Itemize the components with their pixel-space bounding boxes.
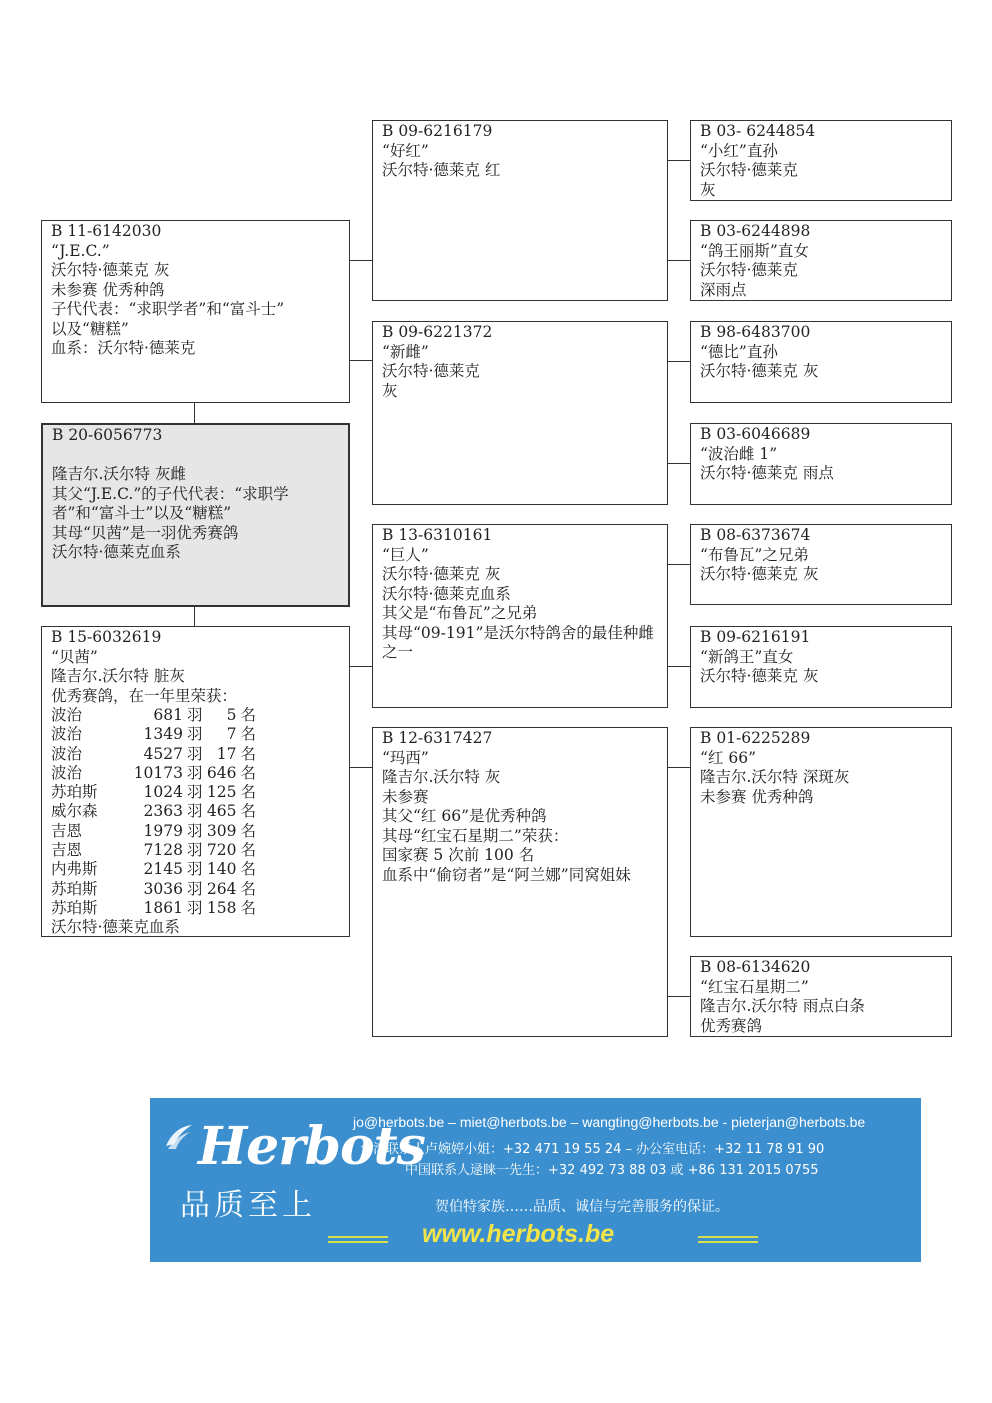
connector — [667, 463, 690, 464]
connector — [194, 402, 195, 423]
great-grandparent-box — [690, 423, 952, 505]
pigeon-name: “巨人” — [382, 545, 429, 564]
bird-unit: 羽 — [187, 783, 203, 802]
connector — [667, 160, 690, 161]
race-result-row — [51, 764, 256, 783]
info-line: 沃尔特·德莱克 红 — [382, 161, 501, 179]
info-line: 以及“糖糕” — [51, 319, 129, 338]
contact-taiwan: 台湾联系人卢婉婷小姐：+32 471 19 55 24 – 办公室电话：+32 11 78 91 90 — [360, 1142, 825, 1157]
contact-emails: jo@herbots.be – miet@herbots.be – wangting@herbots.be - pieterjan@herbots.be — [353, 1114, 866, 1130]
decorative-line — [328, 1241, 388, 1243]
info-line: 灰 — [700, 180, 716, 199]
race-result-row — [51, 822, 256, 841]
bird-unit: 羽 — [187, 898, 203, 917]
info-line: 沃尔特·德莱克血系 — [52, 543, 181, 561]
info-line: 灰 — [382, 381, 398, 400]
website-link[interactable]: www.herbots.be — [422, 1220, 615, 1248]
bird-unit: 羽 — [187, 802, 203, 821]
race-location: 苏珀斯 — [51, 898, 98, 917]
info-line — [52, 446, 339, 466]
ring-number: B 03-6244898 — [700, 222, 811, 240]
info-line: 沃尔特·德莱克 — [700, 161, 798, 179]
race-location: 波治 — [51, 725, 83, 744]
race-rank: 7 — [226, 725, 237, 744]
rank-unit: 名 — [240, 879, 257, 898]
pigeon-name: “德比”直孙 — [700, 342, 778, 361]
grandparent-box — [372, 524, 668, 708]
bird-unit: 羽 — [187, 744, 203, 763]
connector — [667, 996, 690, 997]
rank-unit: 名 — [240, 763, 257, 782]
info-line: 未参赛 优秀种鸽 — [700, 787, 814, 806]
race-rank: 264 — [206, 879, 237, 898]
race-location: 苏珀斯 — [51, 783, 98, 802]
info-line: 隆吉尔.沃尔特 脏灰 — [51, 667, 185, 685]
rank-unit: 名 — [240, 802, 257, 821]
decorative-line — [328, 1236, 388, 1238]
sire-box — [41, 220, 350, 403]
info-line: 隆吉尔.沃尔特 灰 — [382, 768, 501, 786]
bird-unit: 羽 — [187, 860, 203, 879]
decorative-line — [698, 1236, 758, 1238]
pigeon-name: “玛西” — [382, 748, 429, 767]
pigeon-name: “波治雌 1” — [700, 444, 778, 463]
pigeon-name: “好红” — [382, 141, 429, 160]
connector — [349, 666, 372, 667]
ring-number: B 03-6046689 — [700, 425, 811, 443]
ring-number: B 20-6056773 — [52, 426, 163, 444]
bird-count: 3036 — [143, 879, 183, 898]
bird-count: 2145 — [143, 860, 183, 879]
info-line: 血系中“偷窃者”是“阿兰娜”同窝姐妹 — [382, 865, 631, 884]
subject-box — [41, 423, 350, 607]
great-grandparent-box — [690, 727, 952, 937]
rank-unit: 名 — [240, 706, 257, 724]
ring-number: B 11-6142030 — [51, 222, 162, 240]
great-grandparent-box — [690, 524, 952, 605]
race-location: 波治 — [51, 744, 83, 763]
race-result-row — [51, 725, 256, 744]
rank-unit: 名 — [240, 744, 257, 763]
ring-number: B 12-6317427 — [382, 729, 493, 747]
info-line: 沃尔特·德莱克 灰 — [700, 667, 819, 685]
wing-logo-icon — [164, 1122, 194, 1152]
race-result-row — [51, 706, 256, 725]
contact-china: 中国联系人逯睐一先生：+32 492 73 88 03 或 +86 131 2015 0755 — [405, 1163, 819, 1178]
great-grandparent-box — [690, 626, 952, 708]
banner-tagline: 贺伯特家族……品质、诚信与完善服务的保证。 — [435, 1199, 729, 1215]
ring-number: B 09-6216179 — [382, 122, 493, 140]
bird-count: 1024 — [143, 783, 183, 802]
race-result-row — [51, 899, 256, 918]
bird-count: 681 — [153, 706, 183, 724]
ring-number: B 98-6483700 — [700, 323, 811, 341]
race-rank: 140 — [206, 860, 237, 879]
info-line: 隆吉尔.沃尔特 深斑灰 — [700, 768, 850, 786]
race-result-row — [51, 745, 256, 764]
rank-unit: 名 — [240, 821, 257, 840]
pigeon-name: “小红”直孙 — [700, 141, 778, 160]
info-line: 沃尔特·德莱克 雨点 — [700, 464, 834, 482]
race-location: 波治 — [51, 763, 83, 782]
race-result-row — [51, 841, 256, 860]
pigeon-name: “红 66” — [700, 748, 756, 767]
info-line: 沃尔特·德莱克 灰 — [382, 565, 501, 583]
ring-number: B 08-6373674 — [700, 526, 811, 544]
pigeon-name: “鸽王丽斯”直女 — [700, 241, 809, 260]
info-line: 沃尔特·德莱克 — [700, 261, 798, 279]
info-line: 其父是“布鲁瓦”之兄弟 — [382, 604, 538, 622]
race-rank: 309 — [206, 821, 237, 840]
race-location: 苏珀斯 — [51, 879, 98, 898]
info-line: 沃尔特·德莱克血系 — [382, 584, 511, 603]
race-rank: 646 — [206, 763, 237, 782]
race-rank: 465 — [206, 802, 237, 821]
info-line: 其父“J.E.C.”的子代代表：“求职学者”和“富斗士”以及“糖糕” — [52, 484, 289, 522]
race-location: 吉恩 — [51, 841, 83, 860]
rank-unit: 名 — [240, 841, 257, 860]
info-line: 隆吉尔.沃尔特 雨点白条 — [700, 997, 865, 1015]
ring-number: B 09-6221372 — [382, 323, 493, 341]
great-grandparent-box — [690, 321, 952, 403]
bird-count: 1861 — [143, 898, 183, 917]
ring-number: B 09-6216191 — [700, 628, 811, 646]
decorative-line — [698, 1241, 758, 1243]
bird-count: 7128 — [143, 841, 183, 860]
race-location: 内弗斯 — [51, 860, 98, 879]
pigeon-name: “新鸽王”直女 — [700, 647, 794, 666]
pigeon-name: “布鲁瓦”之兄弟 — [700, 545, 809, 564]
info-line: 其母“贝茜”是一羽优秀赛鸽 — [52, 523, 239, 542]
grandparent-box — [372, 321, 668, 505]
bird-unit: 羽 — [187, 821, 203, 840]
bird-unit: 羽 — [187, 763, 203, 782]
info-line: 隆吉尔.沃尔特 灰雌 — [52, 465, 186, 483]
connector — [667, 666, 690, 667]
race-result-row — [51, 860, 256, 879]
info-line: 沃尔特·德莱克血系 — [51, 918, 180, 937]
info-line: 沃尔特·德莱克 灰 — [51, 261, 170, 279]
connector — [194, 606, 195, 627]
pigeon-name: “J.E.C.” — [51, 241, 110, 260]
bird-count: 1349 — [143, 725, 183, 744]
race-location: 吉恩 — [51, 821, 83, 840]
ring-number: B 03- 6244854 — [700, 122, 816, 140]
bird-count: 1979 — [143, 821, 183, 840]
great-grandparent-box — [690, 220, 952, 301]
race-rank: 158 — [206, 898, 237, 917]
great-grandparent-box — [690, 956, 952, 1037]
rank-unit: 名 — [240, 860, 257, 879]
rank-unit: 名 — [240, 898, 257, 917]
ring-number: B 01-6225289 — [700, 729, 811, 747]
info-line: 其母“09-191”是沃尔特鸽舍的最佳种雌之一 — [382, 623, 654, 661]
connector — [667, 361, 690, 362]
info-line: 深雨点 — [700, 280, 747, 299]
connector — [349, 260, 372, 261]
race-rank: 125 — [206, 783, 237, 802]
info-line: 未参赛 优秀种鸽 — [51, 280, 165, 299]
dam-box — [41, 626, 350, 937]
race-results-table — [51, 706, 256, 918]
bird-unit: 羽 — [187, 841, 203, 860]
pigeon-name: “红宝石星期二” — [700, 977, 809, 996]
grandparent-box — [372, 120, 668, 301]
race-rank: 720 — [206, 841, 237, 860]
info-line: 优秀赛鸽，在一年里荣获： — [51, 686, 238, 705]
ring-number: B 08-6134620 — [700, 958, 811, 976]
info-line: 未参赛 — [382, 787, 429, 806]
info-line: 血系：沃尔特·德莱克 — [51, 339, 196, 357]
ring-number: B 13-6310161 — [382, 526, 493, 544]
race-rank: 5 — [226, 706, 237, 724]
brand-slogan: 品质至上 — [180, 1188, 316, 1223]
info-line: 其父“红 66”是优秀种鸽 — [382, 807, 547, 825]
info-line: 子代代表：“求职学者”和“富斗士” — [51, 300, 285, 318]
connector — [349, 767, 372, 768]
great-grandparent-box — [690, 120, 952, 201]
grandparent-box — [372, 727, 668, 1037]
connector — [667, 564, 690, 565]
race-rank: 17 — [216, 744, 237, 763]
connector — [667, 260, 690, 261]
bird-unit: 羽 — [187, 879, 203, 898]
bird-count: 2363 — [143, 802, 183, 821]
herbots-banner — [150, 1098, 921, 1262]
info-line: 优秀赛鸽 — [700, 1016, 763, 1035]
race-location: 威尔森 — [51, 802, 98, 821]
rank-unit: 名 — [240, 725, 257, 744]
info-line: 沃尔特·德莱克 — [382, 362, 480, 380]
connector — [349, 360, 372, 361]
ring-number: B 15-6032619 — [51, 628, 162, 646]
bird-count: 4527 — [143, 744, 183, 763]
pigeon-name: “新雌” — [382, 342, 429, 361]
info-line: 沃尔特·德莱克 灰 — [700, 565, 819, 583]
bird-unit: 羽 — [187, 706, 203, 724]
race-result-row — [51, 880, 256, 899]
race-location: 波治 — [51, 706, 83, 724]
info-line: 国家赛 5 次前 100 名 — [382, 846, 535, 864]
race-result-row — [51, 783, 256, 802]
info-line: 沃尔特·德莱克 灰 — [700, 362, 819, 380]
brand-logo: Herbots — [198, 1116, 425, 1177]
bird-unit: 羽 — [187, 725, 203, 744]
connector — [667, 767, 690, 768]
race-result-row — [51, 802, 256, 821]
rank-unit: 名 — [240, 783, 257, 802]
bird-count: 10173 — [133, 763, 183, 782]
info-line: 其母“红宝石星期二”荣获： — [382, 826, 569, 845]
pigeon-name: “贝茜” — [51, 647, 98, 666]
